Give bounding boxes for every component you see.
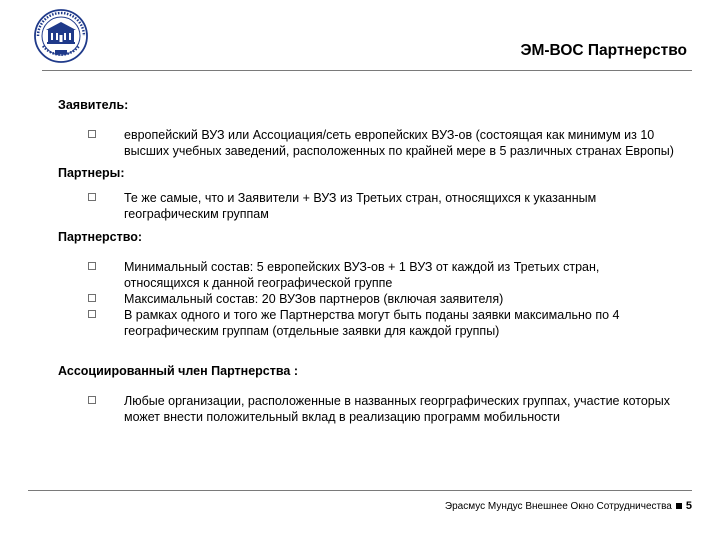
section-applicant bbox=[58, 97, 678, 159]
square-bullet-icon bbox=[88, 294, 96, 302]
square-separator-icon bbox=[676, 503, 682, 509]
list-item bbox=[58, 190, 678, 222]
section-partnership bbox=[58, 229, 678, 339]
bullet-text: В рамках одного и того же Партнерства могут быть поданы заявки максимально по 4 географическим группам (отдельные заявки для каждой группы) bbox=[124, 308, 620, 338]
bullet-text: Те же самые, что и Заявители + ВУЗ из Третьих стран, относящихся к указанным географическим группам bbox=[124, 191, 597, 221]
section-partners bbox=[58, 165, 678, 222]
square-bullet-icon bbox=[88, 396, 96, 404]
section-heading-applicant: Заявитель: bbox=[58, 98, 129, 112]
bullet-text: Любые организации, расположенные в названных георграфических группах, участие которых может внести положительный вклад в реализацию программ мобильности bbox=[124, 394, 670, 424]
section-heading-partnership: Партнерство: bbox=[58, 230, 143, 244]
bullet-text: Минимальный состав: 5 европейских ВУЗ-ов + 1 ВУЗ от каждой из Третьих стран, относящихся к данной географической группе bbox=[124, 260, 600, 290]
list-item bbox=[58, 307, 678, 339]
bullet-list-partnership bbox=[58, 259, 678, 339]
list-item bbox=[58, 393, 678, 425]
bullet-list-partners bbox=[58, 190, 678, 222]
slide-footer bbox=[445, 500, 692, 512]
square-bullet-icon bbox=[88, 262, 96, 270]
list-item bbox=[58, 127, 678, 159]
bullet-text: Максимальный состав: 20 ВУЗов партнеров (включая заявителя) bbox=[124, 292, 504, 306]
square-bullet-icon bbox=[88, 310, 96, 318]
section-associate-member bbox=[58, 363, 678, 425]
university-seal-logo bbox=[33, 8, 89, 64]
page-number: 5 bbox=[685, 500, 692, 512]
bullet-text: европейский ВУЗ или Ассоциация/сеть европейских ВУЗ-ов (состоящая как минимум из 10 высших учебных заведений, расположенных по крайней мере в 5 различных странах Европы) bbox=[124, 128, 674, 158]
section-heading-associate: Ассоциированный член Партнерства : bbox=[58, 364, 298, 378]
footer-divider bbox=[28, 490, 692, 491]
square-bullet-icon bbox=[88, 130, 96, 138]
list-item bbox=[58, 259, 678, 291]
list-item bbox=[58, 291, 678, 307]
slide-body bbox=[58, 97, 678, 425]
footer-text: Эрасмус Мундус Внешнее Окно Сотрудничества bbox=[444, 501, 672, 512]
section-heading-partners: Партнеры: bbox=[58, 166, 125, 180]
slide-title: ЭМ-ВОС Партнерство bbox=[520, 42, 687, 59]
bullet-list-associate bbox=[58, 393, 678, 425]
title-divider bbox=[42, 70, 692, 71]
square-bullet-icon bbox=[88, 193, 96, 201]
bullet-list-applicant bbox=[58, 127, 678, 159]
